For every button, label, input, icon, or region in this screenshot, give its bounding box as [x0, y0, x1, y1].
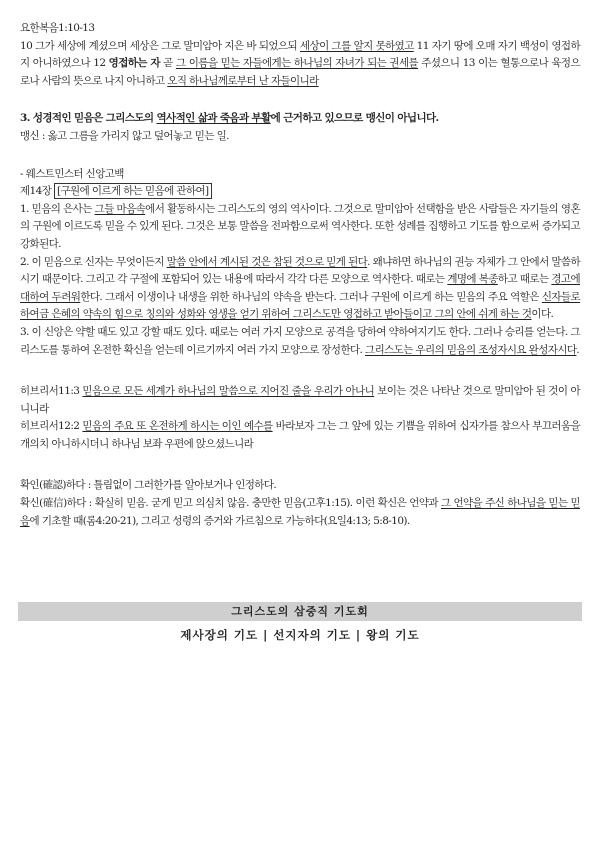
westminster-paragraph-3: 3. 이 신앙은 약할 때도 있고 강할 때도 있다. 때로는 여러 가지 모양으로 공격을 당하여 약하여지기도 한다. 그러나 승리를 얻는다. 그리스도를 통하여 온전한 확신을 얻는데 이르기까지 여러 가지 모양으로 장성한다. 그리스도는 우리의 믿음의 조성자시요 완성자시다.	[20, 325, 580, 356]
john-passage: 10 그가 세상에 계셨으며 세상은 그로 말미암아 지은 바 되었으되 세상이 그를 알지 못하였고 11 자기 땅에 오매 자기 백성이 영접하지 아니하였으나 12 영접하는 자 곧 그 이름을 믿는 자들에게는 하나님의 자녀가 되는 권세를 주셨으니 13 이는 혈통으로나 육정으로나 사람의 뜻으로 나지 아니하고 오직 하나님께로부터 난 자들이니라	[20, 39, 580, 87]
confirm-definition: 확인(確認)하다 : 틀림없이 그러한가를 알아보거나 인정하다.	[20, 479, 277, 492]
blind-faith-definition: 맹신 : 옳고 그름을 가리지 않고 덮어놓고 믿는 일.	[20, 129, 229, 142]
document-body	[20, 20, 580, 530]
prayer-types: 제사장의 기도 | 선지자의 기도 | 왕의 기도	[180, 628, 420, 642]
westminster-chapter-title: 제14장 [구원에 이르게 하는 믿음에 관하여]	[20, 183, 580, 201]
assurance-definition: 확신(確信)하다 : 확실히 믿음. 굳게 믿고 의심치 않음. 충만한 믿음(고후1:15). 이런 확신은 언약과 그 언약을 주신 하나님을 믿는 믿음에 기초할 때(롬4:20-21), 그리고 성령의 증거와 가르침으로 가능하다(요일4:13; 5:8-10).	[20, 497, 581, 527]
westminster-paragraph-1: 1. 믿음의 은사는 그들 마음속에서 활동하시는 그리스도의 영의 역사이다. 그것으로 말미암아 선택함을 받은 사람들은 자기들의 영혼의 구원에 이르도록 믿을 수 있게 된다. 그것은 보통 말씀을 전파함으로써 역사한다. 또한 성례를 집행하고 기도를 함으로써 증가되고 강화된다.	[20, 202, 580, 250]
westminster-source: - 웨스트민스터 신앙고백	[20, 167, 124, 180]
prayer-meeting-title-bar: 그리스도의 삼중직 기도회	[18, 602, 582, 621]
point-3-heading: 3. 성경적인 믿음은 그리스도의 역사적인 삶과 죽음과 부활에 근거하고 있으므로 맹신이 아닙니다.	[20, 112, 439, 125]
hebrews-11-3: 히브리서11:3 믿음으로 모든 세계가 하나님의 말씀으로 지어진 줄을 우리가 아나니 보이는 것은 나타난 것으로 말미암아 된 것이 아니니라	[20, 385, 580, 415]
scripture-reference: 요한복음1:10-13	[20, 22, 95, 34]
westminster-paragraph-2: 2. 이 믿음으로 신자는 무엇이든지 말씀 안에서 계시된 것은 참된 것으로 믿게 된다. 왜냐하면 하나님의 권능 자체가 그 안에서 말씀하시기 때문이다. 그리고 각 구절에 포함되어 있는 내용에 따라서 각각 다른 모양으로 역사한다. 때로는 계명에 복종하고 때로는 경고에 대하여 두려워한다. 그래서 이생이나 내생을 위한 하나님의 약속을 받는다. 그러나 구원에 이르게 하는 믿음의 주요 역할은 신자들로 하여금 은혜의 약속의 힘으로 칭의와 성화와 영생을 얻기 위하여 그리스도만 영접하고 받아들이고 그의 안에 쉬게 하는 것이다.	[20, 255, 581, 321]
hebrews-12-2: 히브리서12:2 믿음의 주요 또 온전하게 하시는 이인 예수를 바라보자 그는 그 앞에 있는 기쁨을 위하여 십자가를 참으사 부끄러움을 개의치 아니하시더니 하나님 보좌 우편에 앉으셨느니라	[20, 420, 580, 450]
